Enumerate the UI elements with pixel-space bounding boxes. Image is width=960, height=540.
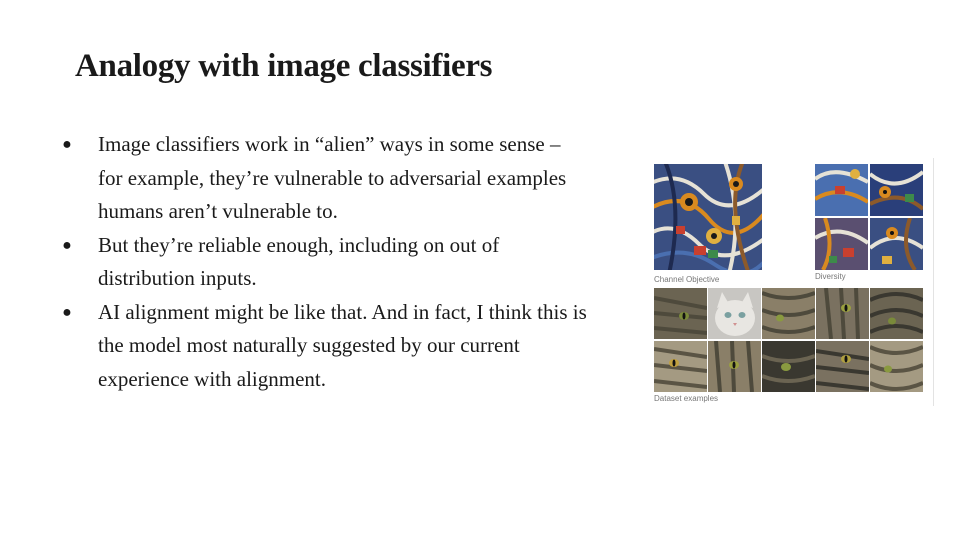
diversity-tile [870,164,923,216]
cat-photo [870,288,923,339]
bullet-marker: ● [62,136,72,153]
diversity-grid [815,164,923,270]
cat-photo [870,341,923,392]
bullet-item-alignment [60,296,590,397]
figure-border [933,158,934,406]
bullet-text: But they’re reliable enough, including on out of distribution inputs. [98,232,500,290]
diversity-tile [870,218,923,270]
cat-photo [762,341,815,392]
caption-dataset-examples: Dataset examples [654,394,719,403]
cat-photo [816,288,869,339]
feature-visualization-figure [650,158,935,408]
diversity-tile [815,218,868,270]
bullet-marker: ● [62,236,72,254]
bullet-marker: ● [62,303,72,321]
bullet-text: Image classifiers work in “alien” ways in some sense – for example, they’re vulnerable to adversarial examples humans aren’t vulnerable to. [98,132,567,223]
cat-photo [654,341,707,392]
bullet-item-alien-ways [60,128,590,229]
cat-photo [708,341,761,392]
bullet-text: AI alignment might be like that. And in fact, I think this is the model most naturally suggested by our current experience with alignment. [98,299,587,391]
bullet-item-reliable [60,229,590,296]
slide-title: Analogy with image classifiers [75,48,493,84]
cat-photo [654,288,707,339]
dataset-examples-grid [654,288,922,392]
caption-channel-objective: Channel Objective [654,275,720,284]
diversity-tile [815,164,868,216]
bullet-list [60,128,590,396]
channel-objective-image [654,164,762,270]
cat-photo [816,341,869,392]
cat-photo-white [708,288,761,339]
caption-diversity: Diversity [815,272,846,281]
cat-photo [762,288,815,339]
